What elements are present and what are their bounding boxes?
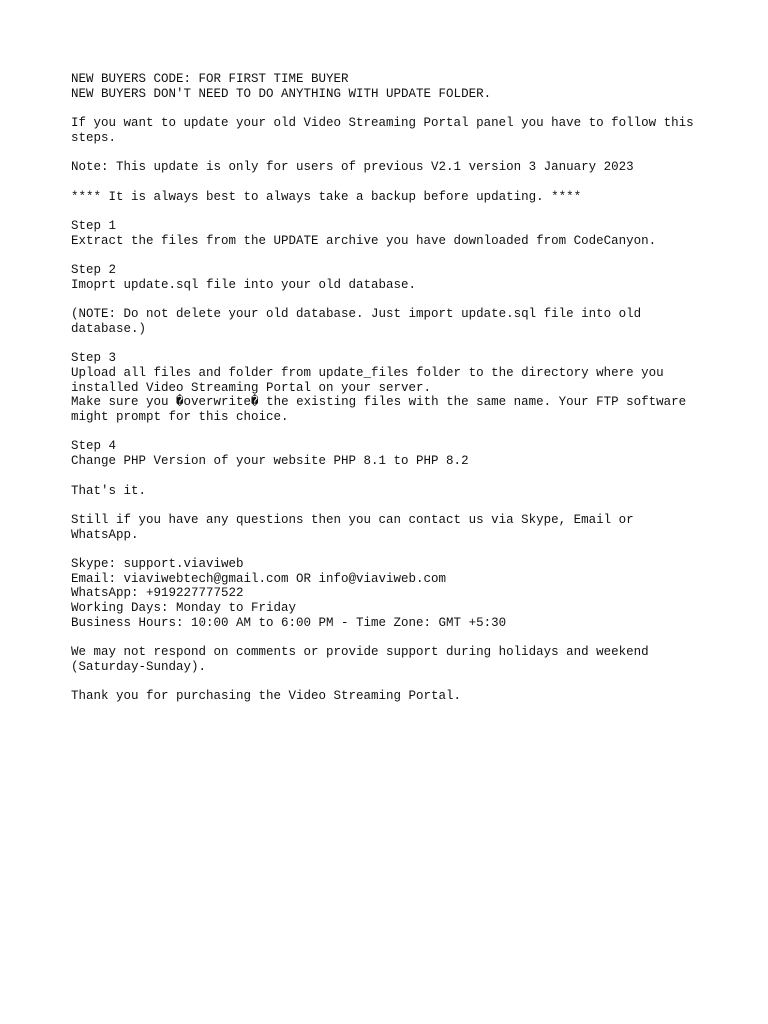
paragraph-step-2-note — [71, 307, 731, 336]
step-heading: Step 4 — [71, 439, 117, 454]
paragraph-backup-warning — [71, 190, 731, 205]
text-line: database.) — [71, 321, 147, 336]
text-line: Change PHP Version of your website PHP 8.1 to PHP 8.2 — [71, 454, 469, 469]
paragraph-step-4 — [71, 439, 731, 468]
text-line: Thank you for purchasing the Video Streaming Portal. — [71, 689, 462, 704]
step-heading: Step 2 — [71, 263, 117, 278]
paragraph-contact-intro — [71, 513, 731, 542]
text-line: Make sure you �overwrite� the existing files with the same name. Your FTP software — [71, 395, 687, 410]
paragraph-buyers-note — [71, 72, 731, 101]
text-line: NEW BUYERS DON'T NEED TO DO ANYTHING WITH UPDATE FOLDER. — [71, 86, 492, 101]
contact-working-days: Working Days: Monday to Friday — [71, 601, 297, 616]
step-heading: Step 3 — [71, 351, 117, 366]
paragraph-step-1 — [71, 219, 731, 248]
paragraph-holiday-note — [71, 645, 731, 674]
paragraph-step-2 — [71, 263, 731, 292]
text-line: Imoprt update.sql file into your old database. — [71, 277, 417, 292]
paragraph-thanks — [71, 689, 731, 704]
text-line: Note: This update is only for users of previous V2.1 version 3 January 2023 — [71, 160, 634, 175]
paragraph-step-3 — [71, 351, 731, 425]
text-line: **** It is always best to always take a backup before updating. **** — [71, 189, 582, 204]
text-line: Extract the files from the UPDATE archive you have downloaded from CodeCanyon. — [71, 233, 657, 248]
paragraph-version-note — [71, 160, 731, 175]
text-line: steps. — [71, 130, 117, 145]
text-line: (Saturday-Sunday). — [71, 659, 207, 674]
text-line: Still if you have any questions then you can contact us via Skype, Email or — [71, 512, 634, 527]
contact-email: Email: viaviwebtech@gmail.com OR info@viaviweb.com — [71, 571, 447, 586]
paragraph-contact-details — [71, 557, 731, 631]
text-line: If you want to update your old Video Streaming Portal panel you have to follow this — [71, 116, 694, 131]
contact-whatsapp: WhatsApp: +919227777522 — [71, 586, 244, 601]
paragraph-done — [71, 484, 731, 499]
text-line: might prompt for this choice. — [71, 410, 289, 425]
step-heading: Step 1 — [71, 218, 117, 233]
text-line: NEW BUYERS CODE: FOR FIRST TIME BUYER — [71, 72, 349, 86]
text-line: (NOTE: Do not delete your old database. Just import update.sql file into old — [71, 307, 642, 322]
text-line: That's it. — [71, 483, 147, 498]
text-line: installed Video Streaming Portal on your server. — [71, 380, 432, 395]
text-line: Upload all files and folder from update_files folder to the directory where you — [71, 365, 664, 380]
text-line: We may not respond on comments or provide support during holidays and weekend — [71, 645, 649, 660]
paragraph-intro — [71, 116, 731, 145]
document-body — [71, 72, 731, 719]
text-line: WhatsApp. — [71, 527, 139, 542]
contact-business-hours: Business Hours: 10:00 AM to 6:00 PM - Time Zone: GMT +5:30 — [71, 615, 507, 630]
contact-skype: Skype: support.viaviweb — [71, 557, 244, 572]
